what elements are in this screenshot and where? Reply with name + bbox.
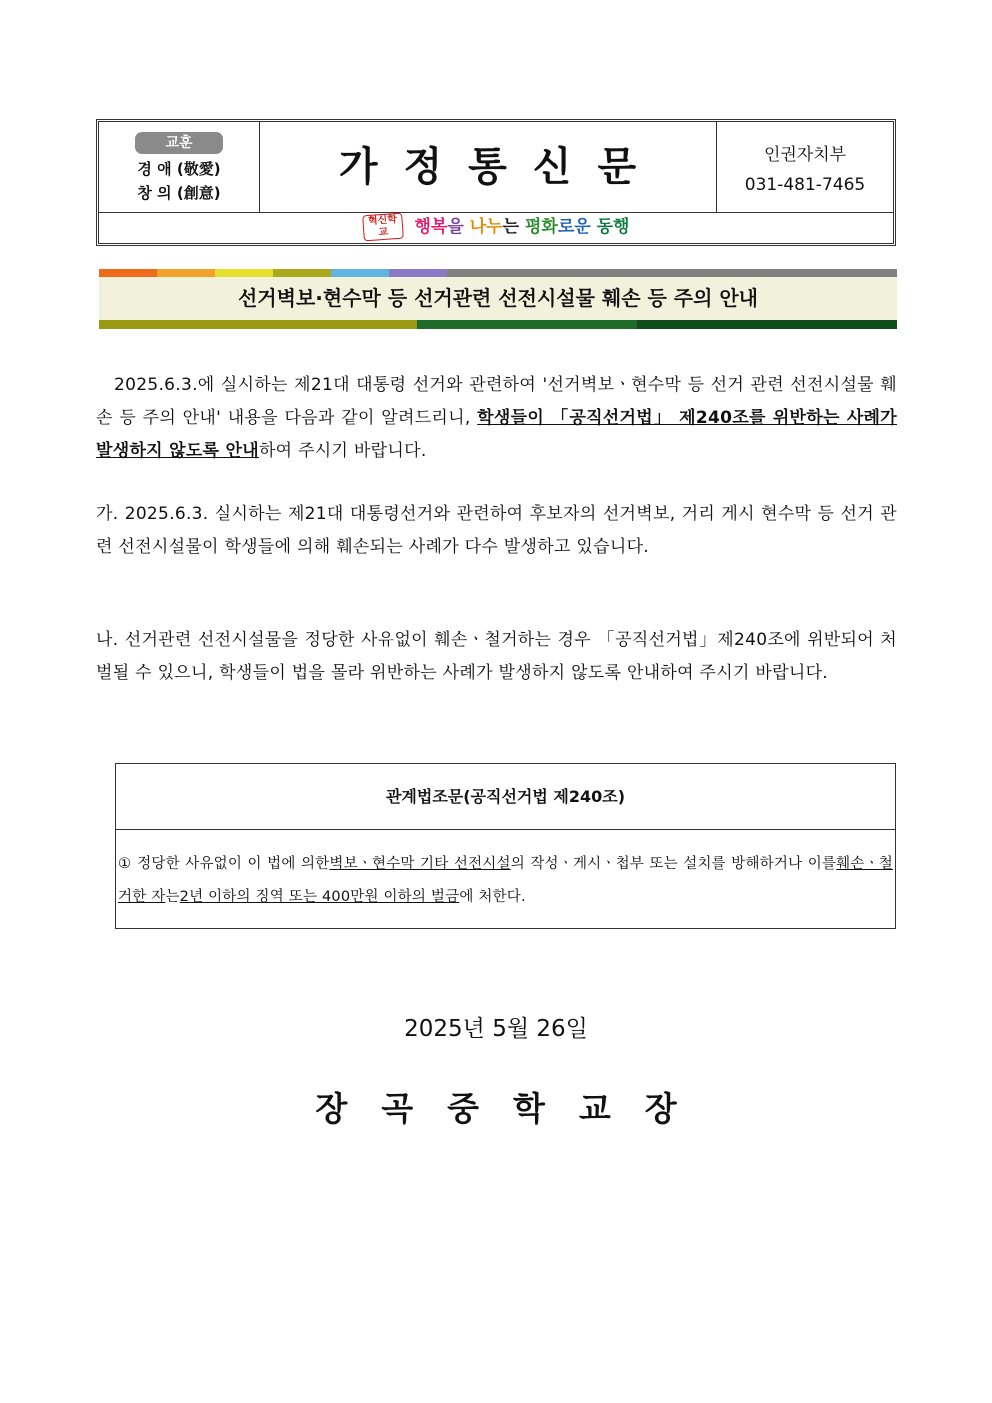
law-seg-6: 2년 이하의 징역 또는 400만원 이하의 벌금 — [179, 889, 460, 905]
school-slogan-row — [99, 212, 893, 243]
band-top-segment — [389, 269, 447, 277]
color-band-bottom — [99, 320, 897, 329]
department-name: 인권자치부 — [763, 145, 847, 165]
notice-title: 선거벽보·현수막 등 선거관련 선전시설물 훼손 등 주의 안내 — [99, 277, 897, 320]
motto-line-2: 창 의 (創意) — [137, 184, 221, 202]
law-seg-2: 벽보ㆍ현수막 기타 선전시설 — [329, 856, 511, 872]
law-seg-5: 는 — [165, 889, 180, 905]
band-top-segment — [447, 269, 897, 277]
law-seg-1: ① 정당한 사유없이 이 법에 의한 — [118, 856, 330, 872]
slogan-part-6: 동행 — [596, 217, 630, 237]
intro-tail: 하여 주시기 바랍니다. — [258, 441, 427, 461]
band-bottom-segment — [417, 320, 637, 329]
law-article-box — [115, 763, 896, 929]
law-seg-3: 의 작성ㆍ게시ㆍ첩부 또는 설치를 방해하거나 이를 — [510, 856, 837, 872]
intro-text: 2025.6.3.에 실시하는 제21대 대통령 선거와 관련하여 '선거벽보ㆍ현수막 등 선거 관련 선전시설물 훼손 등 주의 안내' 내용을 다음과 같이 알려드리니, — [96, 375, 897, 428]
band-bottom-segment — [99, 320, 417, 329]
motto-line-1: 경 애 (敬愛) — [137, 160, 221, 178]
band-top-segment — [273, 269, 331, 277]
intro-paragraph — [96, 369, 897, 468]
school-motto — [99, 122, 260, 212]
page-title: 가정통신문 — [338, 144, 663, 190]
slogan-part-3: 는 — [502, 217, 525, 237]
department-info — [716, 122, 893, 212]
department-phone: 031-481-7465 — [744, 175, 866, 195]
band-top-segment — [331, 269, 389, 277]
issue-date: 2025년 5월 26일 — [404, 1016, 588, 1042]
slogan-part-4: 평화 — [524, 217, 558, 237]
law-text — [116, 830, 895, 914]
item-b: 나. 선거관련 선전시설물을 정당한 사유없이 훼손ㆍ철거하는 경우 「공직선거법」제240조에 위반되어 처벌될 수 있으니, 학생들이 법을 몰라 위반하는 사례가 발생하지 않도록 안내하여 주시기 바랍니다. — [96, 630, 897, 683]
newsletter-header — [96, 119, 896, 246]
law-seg-7: 에 처한다. — [459, 889, 526, 905]
innovation-school-stamp-icon: 혁신학교 — [362, 213, 404, 242]
slogan-part-0: 행복 — [414, 217, 448, 237]
band-top-segment — [99, 269, 157, 277]
law-seg-4: 훼손ㆍ철거한 자 — [118, 856, 893, 905]
law-heading: 관계법조문(공직선거법 제240조) — [116, 764, 895, 830]
slogan-part-1: 을 — [447, 217, 470, 237]
item-a: 가. 2025.6.3. 실시하는 제21대 대통령선거와 관련하여 후보자의 선거벽보, 거리 게시 현수막 등 선거 관련 선전시설물이 학생들에 의해 훼손되는 사례가 다수 발생하고 있습니다. — [96, 504, 897, 557]
header-top-row — [99, 122, 893, 213]
band-top-segment — [157, 269, 215, 277]
signer-name: 장곡중학교장 — [315, 1089, 711, 1128]
slogan-part-2: 나누 — [469, 217, 503, 237]
motto-badge: 교훈 — [135, 132, 223, 154]
band-top-segment — [215, 269, 273, 277]
color-band-top — [99, 269, 897, 277]
intro-emphasis: 학생들이 「공직선거법」 제240조를 위반하는 사례가 발생하지 않도록 안내 — [96, 408, 897, 461]
band-bottom-segment — [637, 320, 897, 329]
slogan-part-5: 로운 — [557, 217, 597, 237]
school-slogan — [415, 217, 630, 237]
